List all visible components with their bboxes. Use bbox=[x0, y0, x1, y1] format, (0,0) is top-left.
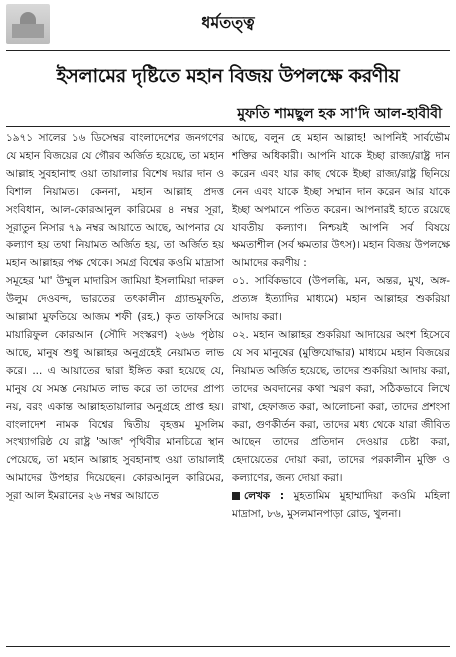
square-bullet-icon bbox=[232, 492, 240, 500]
paragraph-right-main: আছে, বলুন হে মহান আল্লাহ! আপনিই সার্বভৌম শক্তির অধিকারী। আপনি যাকে ইচ্ছা রাজ্য/রাষ্ট্র দান করেন এবং যার কাছ থেকে ইচ্ছা রাজ্য/রাষ্ট্র ছিনিয়ে নেন এবং যাকে ইচ্ছা সম্মান দান করেন আর যাকে ইচ্ছা অপমানে পতিত করেন। আপনারই হাতে রয়েছে যাবতীয় কল্যাণ। নিশ্চয়ই আপনি সর্ব বিষয়ে ক্ষমতাশীল (সর্ব ক্ষমতার উৎস)। মহান বিজয় উপলক্ষে আমাদের করণীয় : bbox=[232, 132, 450, 270]
byline-divider bbox=[6, 126, 450, 127]
article-headline: ইসলামের দৃষ্টিতে মহান বিজয় উপলক্ষে করণীয় bbox=[56, 65, 400, 87]
author-text: মুহতামিম মুহাম্মাদিয়া কওমি মহিলা মাদ্রাসা, ৮৬, মুসলমানপাড়া রোড, খুলনা। bbox=[232, 490, 450, 521]
article-byline: মুফতি শামছুল হক সা'দি আল-হাবীবী bbox=[237, 106, 442, 122]
paragraph-left: ১৯৭১ সালের ১৬ ডিসেম্বর বাংলাদেশের জনগণের যে মহান বিজয়ের যে গৌরব অর্জিত হয়েছে, তা মহান আল্লাহ সুবহানাহু ওয়া তায়ালার বিশেষ দয়ার দান ও বিশাল নিয়ামত। কেননা, মহান আল্লাহ প্রদত্ত সংবিধান, আল-কোরআনুল কারিমের ৪ নম্বর সূরা, সূরাতুন নিসার ৭৯ নম্বর আয়াতে আছে, আপনার যে কল্যাণ হয় তথা নিয়ামত অর্জিত হয়, তা অর্জিত হয় মহান আল্লাহর পক্ষ থেকে। সমগ্র বিশ্বের কওমি মাদ্রাসা সমূহের 'মা' উম্মুল মাদারিস জামিয়া ইসলামিয়া দারুল উলুম দেওবন্দ, ভারতের তৎকালীন গ্র্যান্ডমুফতি, আল্লামা মুফতিয়ে আজম শফী (রহ.) কৃত তাফসিরে মায়ারিফুল কোরআন (সৌদি সংস্করণ) ২৬৬ পৃষ্ঠায় আছে, মানুষ শুধু আল্লাহর অনুগ্রহেই নেয়ামত লাভ করে। ... এ আয়াতের দ্বারা ইঙ্গিত করা হয়েছে যে, মানুষ যে সমস্ত নেয়ামত লাভ করে তা তাদের প্রাপ্য নয়, বরং একান্ত আল্লাহতায়ালার অনুগ্রহে প্রাপ্ত হয়। বাংলাদেশ নামক বিশ্বের দ্বিতীয় বৃহত্তম মুসলিম সংখ্যাগরিষ্ঠ যে রাষ্ট্র 'আজ' পৃথিবীর মানচিত্রে স্থান পেয়েছে, তা মহান আল্লাহ সুবহানাহু ওয়া তায়ালাই আমাদের উপহার দিয়েছেন। কোরআনুল কারিমের, সূরা আল ইমরানের ২৬ নম্বর আয়াতে bbox=[6, 132, 224, 503]
author-label: লেখক : bbox=[244, 490, 285, 503]
column-left bbox=[6, 130, 224, 639]
section-label: ধর্মতত্ত্ব bbox=[201, 13, 255, 32]
top-divider bbox=[6, 50, 450, 51]
list-item-point1: ০১. সার্বিকভাবে (উপলব্ধি, মন, অন্তর, মুখ, অঙ্গ-প্রত্যঙ্গ ইত্যাদির মাধ্যমে) মহান আল্লাহর শুকরিয়া আদায় করা। bbox=[232, 275, 450, 324]
bottom-divider bbox=[6, 646, 450, 647]
column-right bbox=[232, 130, 450, 639]
article-body bbox=[6, 130, 450, 639]
author-note bbox=[232, 488, 450, 524]
section-header bbox=[0, 8, 456, 39]
list-item-point2: ০২. মহান আল্লাহর শুকরিয়া আদায়ের অংশ হিসেবে যে সব মানুষের (মুক্তিযোদ্ধার) মাধ্যমে মহান বিজয়ের নিয়ামত অর্জিত হয়েছে, তাদের শুকরিয়া আদায় করা, তাদের অবদানের কথা স্মরণ করা, সঠিকভাবে লিখে রাখা, হেফাজত করা, আলোচনা করা, তাদের প্রশংসা করা, গুণকীর্তন করা, তাদের মধ্য থেকে যারা জীবিত আছেন তাদের প্রতিদান দেওয়ার চেষ্টা করা, হেদায়েতের দোয়া করা, তাদের পরকালীন মুক্তি ও কল্যাণের, জন্য দোয়া করা। bbox=[232, 328, 450, 485]
